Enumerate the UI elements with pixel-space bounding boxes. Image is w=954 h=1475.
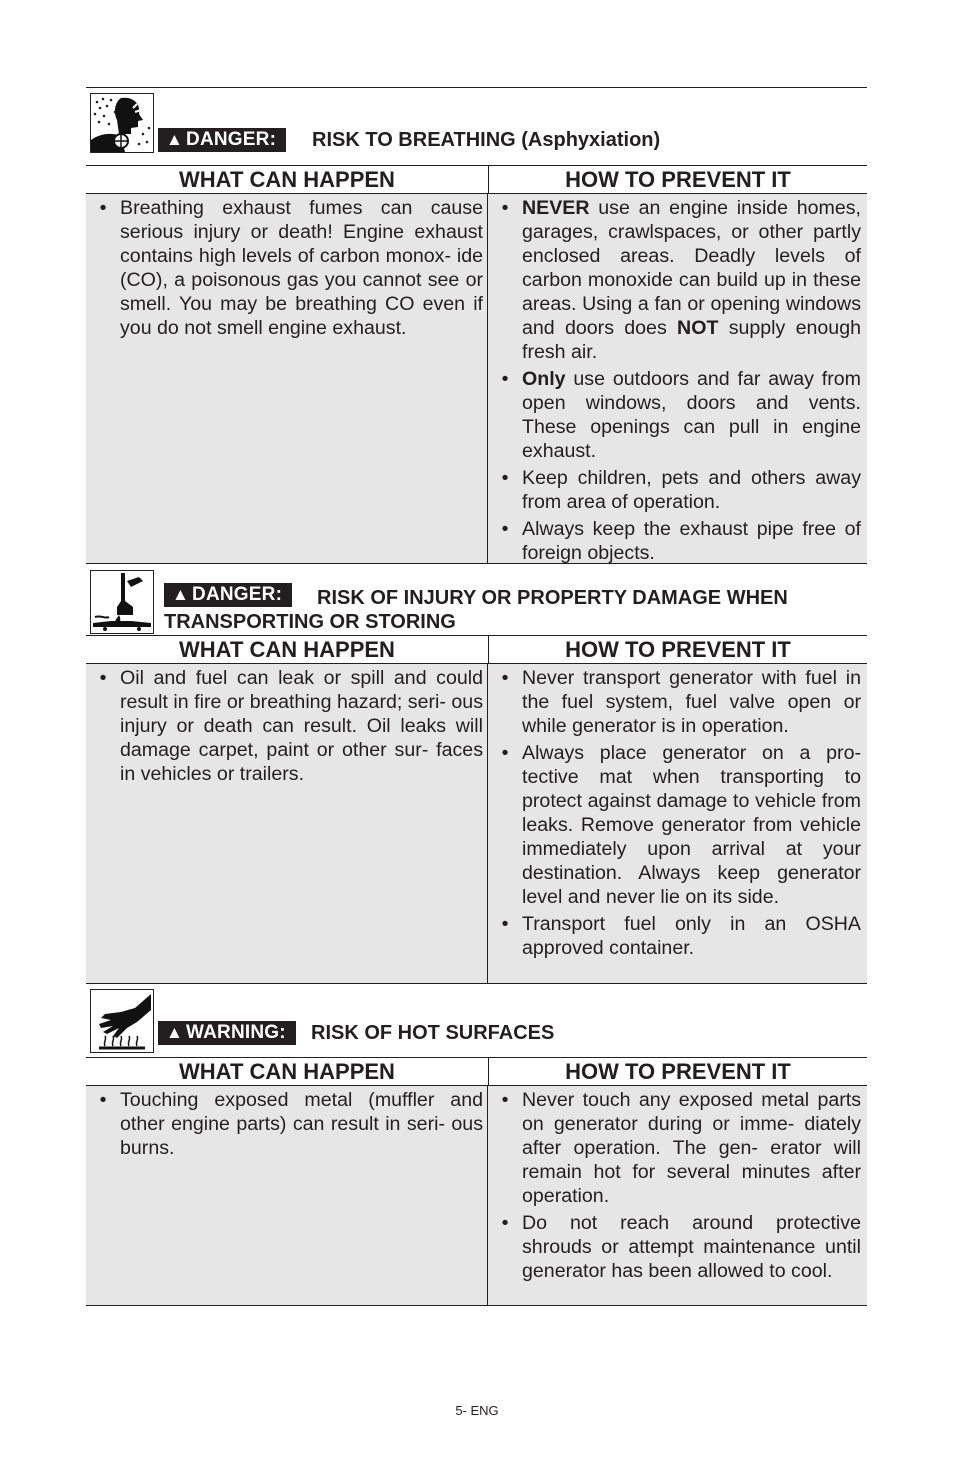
badge-label: DANGER: (186, 129, 277, 150)
transport-spill-icon (90, 570, 154, 634)
warning-badge (158, 1021, 296, 1045)
bullet-icon: • (99, 667, 107, 689)
text-run: Always place generator on a pro- tective mat when transporting to protect against damage to vehicle from leaks. Remove generator from vehicle immediately upon arrival at your destination. Always keep generator level and never lie on its side. (522, 742, 861, 908)
col-what-can-happen: WHAT CAN HAPPEN (86, 1058, 489, 1085)
text-run: Always keep the exhaust pipe free of foreign objects. (522, 518, 861, 564)
list-item (488, 517, 861, 565)
how-to-prevent-list (488, 194, 867, 563)
section-title-line-1: RISK OF INJURY OR PROPERTY DAMAGE WHEN (317, 587, 788, 609)
how-to-prevent-list (488, 1086, 867, 1305)
bullet-icon: • (501, 742, 509, 764)
hazard-table (86, 1057, 867, 1306)
table-body (86, 664, 867, 984)
text-run: use outdoors and far away from open windows, doors and vents. These openings can pull in engine exhaust. (522, 368, 861, 462)
col-how-to-prevent: HOW TO PREVENT IT (565, 167, 791, 192)
list-item (488, 1088, 861, 1208)
list-item (488, 196, 861, 364)
list-item (488, 367, 861, 463)
how-to-prevent-list (488, 664, 867, 983)
bullet-icon: • (501, 467, 509, 489)
list-item (488, 666, 861, 738)
table-header (86, 165, 867, 194)
col-how-to-prevent: HOW TO PREVENT IT (565, 1059, 791, 1084)
list-item (488, 912, 861, 960)
text-run: Breathing exhaust fumes can cause serious injury or death! Engine exhaust contains high levels of carbon monox- ide (CO), a poisonous gas you cannot see or smell. You may be breathing CO even if you do not smell engine exhaust. (120, 197, 483, 339)
list-item-text (120, 1088, 483, 1160)
list-item-text (522, 912, 861, 960)
list-item (488, 466, 861, 514)
table-header (86, 635, 867, 664)
col-how-to-prevent: HOW TO PREVENT IT (565, 637, 791, 662)
list-item-text (120, 666, 483, 786)
list-item-text (522, 666, 861, 738)
text-run: Transport fuel only in an OSHA approved container. (522, 913, 861, 959)
emphasis-text: Only (522, 368, 566, 390)
list-item (86, 196, 483, 340)
warning-triangle-icon: ▲ (166, 130, 184, 149)
danger-badge (158, 128, 286, 152)
emphasis-text: NOT (677, 317, 719, 339)
list-item-text (120, 196, 483, 340)
list-item-text (522, 1088, 861, 1208)
bullet-icon: • (99, 197, 107, 219)
warning-triangle-icon: ▲ (172, 585, 190, 604)
text-run: Keep children, pets and others away from area of operation. (522, 467, 861, 513)
top-rule (86, 87, 867, 88)
text-run: use an engine inside homes, garages, crawlspaces, or other partly enclosed areas. Deadly levels of carbon monoxide can build up in these areas. Using a fan or opening windows and doors does (522, 197, 861, 339)
hazard-table (86, 635, 867, 984)
table-body (86, 194, 867, 564)
emphasis-text: NEVER (522, 197, 590, 219)
page-number: 5- ENG (455, 1403, 499, 1418)
list-item (86, 1088, 483, 1160)
bullet-icon: • (501, 518, 509, 540)
bullet-icon: • (501, 1089, 509, 1111)
what-can-happen-list (86, 664, 488, 983)
bullet-icon: • (99, 1089, 107, 1111)
text-run: Oil and fuel can leak or spill and could result in fire or breathing hazard; seri- ous injury or death can result. Oil leaks will damage carpet, paint or other sur- faces in vehicles or trailers. (120, 667, 483, 785)
list-item (488, 741, 861, 909)
list-item (86, 666, 483, 786)
section-title: RISK TO BREATHING (Asphyxiation) (312, 129, 661, 151)
text-run: Do not reach around protective shrouds or attempt maintenance until generator has been allowed to cool. (522, 1212, 861, 1282)
text-run: Touching exposed metal (muffler and other engine parts) can result in seri- ous burns. (120, 1089, 483, 1159)
badge-label: DANGER: (192, 584, 283, 605)
hazard-table (86, 165, 867, 564)
badge-label: WARNING: (186, 1022, 286, 1043)
list-item-text (522, 517, 861, 565)
list-item-text (522, 741, 861, 909)
bullet-icon: • (501, 667, 509, 689)
list-item-text (522, 1211, 861, 1283)
col-what-can-happen: WHAT CAN HAPPEN (86, 166, 489, 193)
list-item-text (522, 466, 861, 514)
list-item-text (522, 196, 861, 364)
breathing-hazard-icon (90, 93, 154, 153)
bullet-icon: • (501, 913, 509, 935)
table-header (86, 1057, 867, 1086)
danger-badge (164, 583, 292, 607)
bullet-icon: • (501, 197, 509, 219)
text-run: Never touch any exposed metal parts on generator during or imme- diately after operation. The gen- erator will remain hot for several minutes after operation. (522, 1089, 861, 1207)
section-title: RISK OF HOT SURFACES (311, 1022, 555, 1044)
what-can-happen-list (86, 194, 488, 563)
what-can-happen-list (86, 1086, 488, 1305)
section-title-line-2: TRANSPORTING OR STORING (164, 611, 456, 633)
table-body (86, 1086, 867, 1306)
text-run: supply enough fresh air. (522, 317, 861, 363)
bullet-icon: • (501, 1212, 509, 1234)
bullet-icon: • (501, 368, 509, 390)
warning-triangle-icon: ▲ (166, 1023, 184, 1042)
list-item-text (522, 367, 861, 463)
text-run: Never transport generator with fuel in the fuel system, fuel valve open or while generator is in operation. (522, 667, 861, 737)
hot-surface-hand-icon (90, 989, 154, 1053)
col-what-can-happen: WHAT CAN HAPPEN (86, 636, 489, 663)
list-item (488, 1211, 861, 1283)
